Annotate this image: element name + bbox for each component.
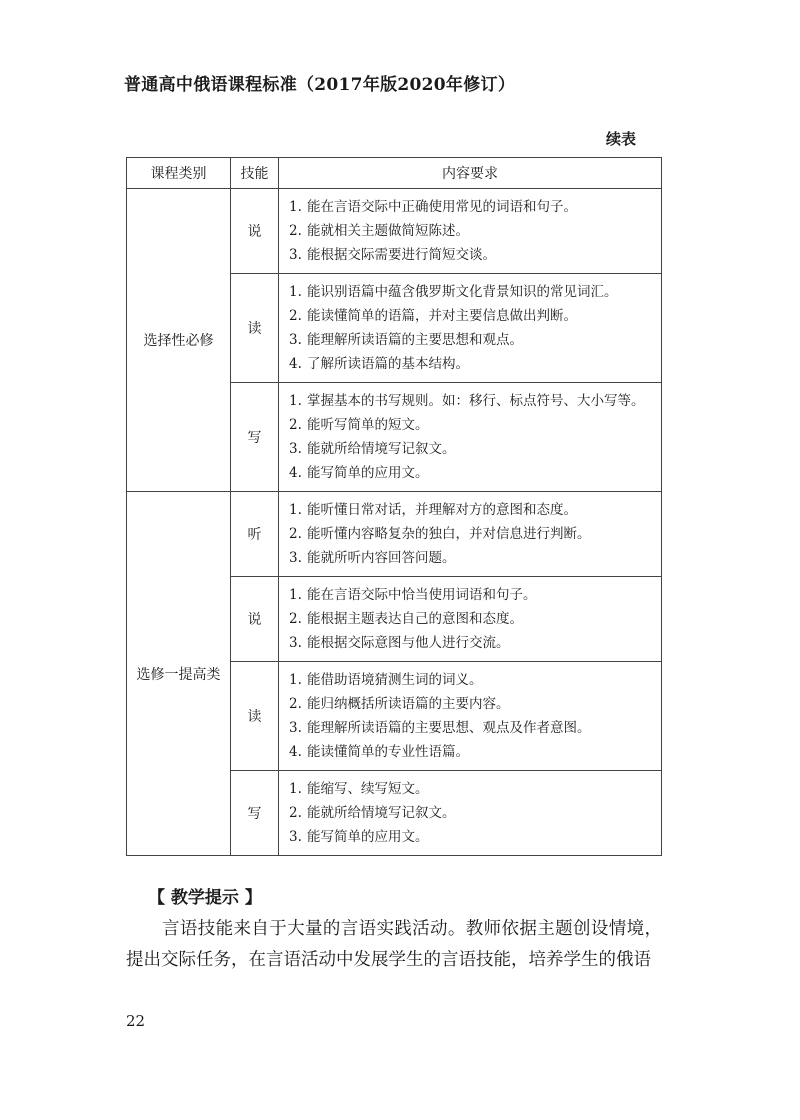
- requirement-text: 能听写简单的短文。: [307, 417, 429, 433]
- requirement-text: 能写简单的应用文。: [307, 465, 429, 481]
- requirement-item: [289, 413, 653, 437]
- requirement-number: 4.: [289, 744, 302, 760]
- content-cell: [279, 662, 662, 771]
- requirement-number: 1.: [289, 199, 302, 215]
- requirement-number: 1.: [289, 781, 302, 797]
- requirement-text: 能就所给情境写记叙文。: [307, 441, 456, 457]
- requirement-number: 2.: [289, 696, 302, 712]
- requirement-item: [289, 219, 653, 243]
- skill-cell: 听: [231, 492, 279, 577]
- requirement-text: 能理解所读语篇的主要思想和观点。: [307, 332, 523, 348]
- requirement-text: 能在言语交际中正确使用常见的词语和句子。: [307, 199, 577, 215]
- requirement-number: 3.: [289, 829, 302, 845]
- requirement-item: [289, 522, 653, 546]
- content-cell: [279, 189, 662, 274]
- course-category-cell: 选修一提高类: [127, 492, 231, 856]
- content-cell: [279, 383, 662, 492]
- requirement-text: 能根据主题表达自己的意图和态度。: [307, 611, 523, 627]
- skill-cell: 读: [231, 662, 279, 771]
- requirement-item: [289, 280, 653, 304]
- header-content-requirement: 内容要求: [279, 158, 662, 189]
- requirement-text: 能缩写、续写短文。: [307, 781, 429, 797]
- requirement-number: 1.: [289, 284, 302, 300]
- requirement-item: [289, 607, 653, 631]
- requirement-item: [289, 583, 653, 607]
- requirement-number: 3.: [289, 635, 302, 651]
- requirement-number: 4.: [289, 356, 302, 372]
- requirement-text: 能写简单的应用文。: [307, 829, 429, 845]
- requirement-text: 能根据交际需要进行简短交谈。: [307, 247, 496, 263]
- requirement-number: 2.: [289, 417, 302, 433]
- skill-cell: 读: [231, 274, 279, 383]
- requirement-text: 能根据交际意图与他人进行交流。: [307, 635, 510, 651]
- skill-cell: 写: [231, 771, 279, 856]
- requirement-text: 能就所给情境写记叙文。: [307, 805, 456, 821]
- table-body: [127, 189, 662, 856]
- requirement-number: 3.: [289, 247, 302, 263]
- requirement-item: [289, 352, 653, 376]
- requirement-number: 1.: [289, 393, 302, 409]
- requirement-text: 能听懂内容略复杂的独白，并对信息进行判断。: [307, 526, 591, 542]
- content-requirements-table: [126, 157, 662, 856]
- content-cell: [279, 771, 662, 856]
- requirement-text: 了解所读语篇的基本结构。: [307, 356, 469, 372]
- requirement-number: 2.: [289, 223, 302, 239]
- requirement-number: 1.: [289, 672, 302, 688]
- requirement-number: 3.: [289, 332, 302, 348]
- requirement-item: [289, 389, 653, 413]
- requirement-number: 2.: [289, 308, 302, 324]
- requirement-item: [289, 740, 653, 764]
- requirement-number: 1.: [289, 502, 302, 518]
- content-cell: [279, 577, 662, 662]
- requirement-text: 能听懂日常对话，并理解对方的意图和态度。: [307, 502, 577, 518]
- teaching-tip-title: 【 教学提示 】: [148, 888, 262, 908]
- requirement-item: [289, 461, 653, 485]
- requirement-text: 能读懂简单的专业性语篇。: [307, 744, 469, 760]
- table-row: [127, 492, 662, 577]
- requirement-item: [289, 195, 653, 219]
- requirement-text: 能借助语境猜测生词的词义。: [307, 672, 483, 688]
- running-header: 普通高中俄语课程标准（2017年版2020年修订）: [124, 75, 516, 95]
- continued-label: 续表: [606, 130, 637, 148]
- requirement-item: [289, 692, 653, 716]
- header-skill: 技能: [231, 158, 279, 189]
- requirement-number: 3.: [289, 550, 302, 566]
- requirement-item: [289, 437, 653, 461]
- skill-cell: 说: [231, 189, 279, 274]
- requirement-item: [289, 546, 653, 570]
- requirement-item: [289, 777, 653, 801]
- requirement-number: 2.: [289, 805, 302, 821]
- requirement-item: [289, 243, 653, 267]
- requirement-item: [289, 716, 653, 740]
- course-category-cell: 选择性必修: [127, 189, 231, 492]
- requirement-text: 掌握基本的书写规则。如：移行、标点符号、大小写等。: [307, 393, 645, 409]
- requirement-item: [289, 631, 653, 655]
- requirement-item: [289, 328, 653, 352]
- requirement-text: 能读懂简单的语篇，并对主要信息做出判断。: [307, 308, 577, 324]
- skill-cell: 写: [231, 383, 279, 492]
- requirement-text: 能归纳概括所读语篇的主要内容。: [307, 696, 510, 712]
- requirement-number: 2.: [289, 611, 302, 627]
- requirement-text: 能在言语交际中恰当使用词语和句子。: [307, 587, 537, 603]
- teaching-tip-paragraph: 言语技能来自于大量的言语实践活动。教师依据主题创设情境，提出交际任务，在言语活动中发展学生的言语技能，培养学生的俄语: [126, 919, 662, 970]
- requirement-number: 1.: [289, 587, 302, 603]
- requirement-number: 2.: [289, 526, 302, 542]
- requirement-item: [289, 304, 653, 328]
- requirement-item: [289, 801, 653, 825]
- content-cell: [279, 492, 662, 577]
- requirement-item: [289, 668, 653, 692]
- requirement-number: 3.: [289, 720, 302, 736]
- skill-cell: 说: [231, 577, 279, 662]
- requirement-number: 3.: [289, 441, 302, 457]
- requirement-text: 能理解所读语篇的主要思想、观点及作者意图。: [307, 720, 591, 736]
- requirement-text: 能识别语篇中蕴含俄罗斯文化背景知识的常见词汇。: [307, 284, 618, 300]
- requirement-item: [289, 825, 653, 849]
- table-row: [127, 189, 662, 274]
- header-course-category: 课程类别: [127, 158, 231, 189]
- content-cell: [279, 274, 662, 383]
- requirement-text: 能就相关主题做简短陈述。: [307, 223, 469, 239]
- requirement-text: 能就所听内容回答问题。: [307, 550, 456, 566]
- requirement-number: 4.: [289, 465, 302, 481]
- table-header-row: [127, 158, 662, 189]
- requirement-item: [289, 498, 653, 522]
- page-number: 22: [126, 1012, 146, 1030]
